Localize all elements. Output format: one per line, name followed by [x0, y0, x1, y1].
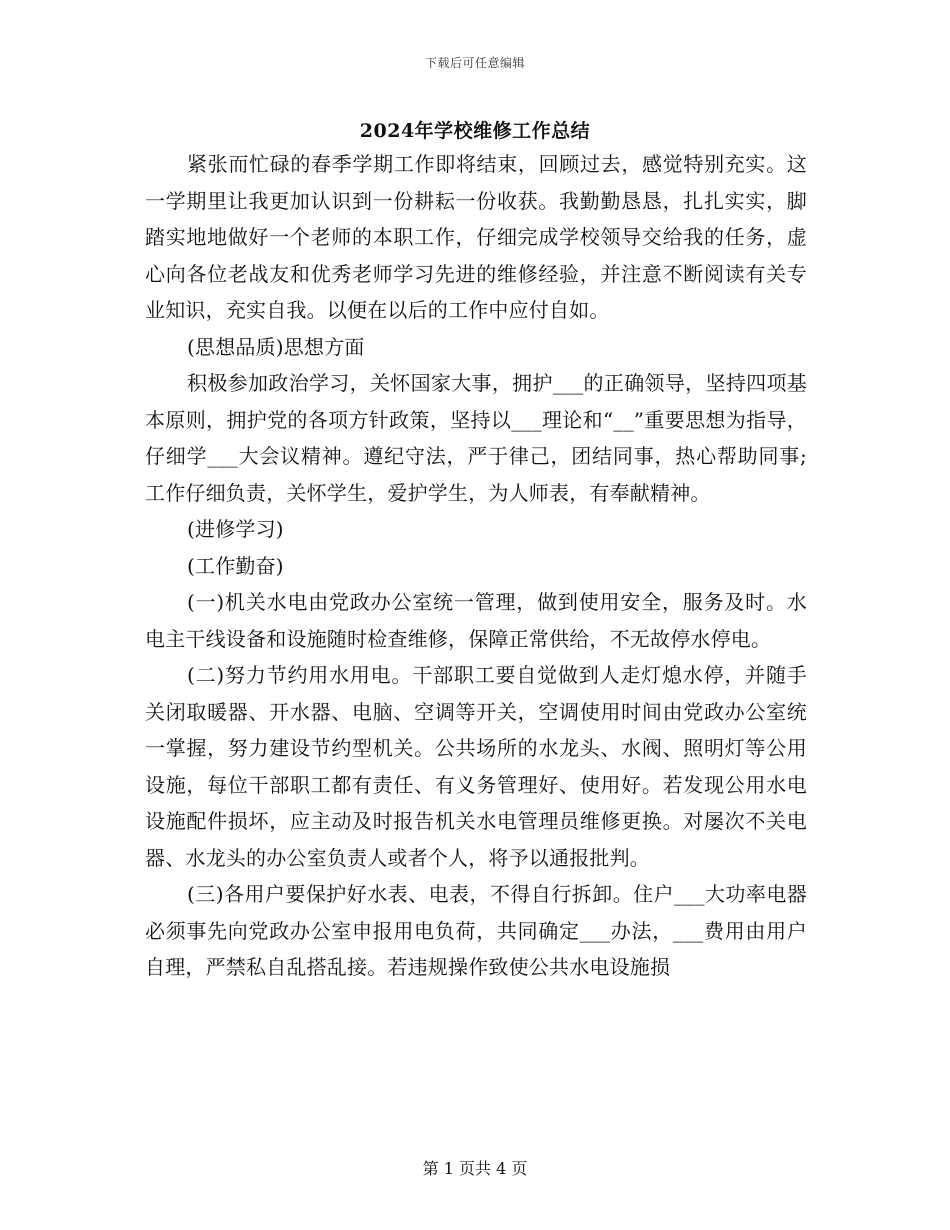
paragraph-item-2: (二)努力节约用水用电。干部职工要自觉做到人走灯熄水停，并随手关闭取暖器、开水器、电脑、空调等开关，空调使用时间由党政办公室统一掌握，努力建设节约型机关。公共场所的水龙头、水阀、照明灯等公用设施，每位干部职工都有责任、有义务管理好、使用好。若发现公用水电设施配件损坏，应主动及时报告机关水电管理员维修更换。对屡次不关电器、水龙头的办公室负责人或者个人，将予以通报批判。 [145, 663, 807, 870]
header-note: 下载后可任意编辑 [424, 56, 525, 70]
paragraph-heading-thought: (思想品质)思想方面 [187, 334, 365, 359]
paragraph-thought: 积极参加政治学习，关怀国家大事，拥护___的正确领导，坚持四项基本原则，拥护党的各项方针政策，坚持以___理论和“__”重要思想为指导，仔细学___大会议精神。遵纪守法，严于律己，团结同事，热心帮助同事;工作仔细负责，关怀学生，爱护学生，为人师表，有奉献精神。 [145, 371, 807, 505]
paragraph-item-3: (三)各用户要保护好水表、电表，不得自行拆卸。住户___大功率电器必须事先向党政办公室申报用电负荷，共同确定___办法，___费用由用户自理，严禁私自乱搭乱接。若违规操作致使公共水电设施损 [145, 882, 807, 979]
document-body [145, 146, 807, 986]
document-title: 2024年学校维修工作总结 [359, 120, 591, 142]
paragraph-heading-study: (进修学习) [187, 517, 284, 541]
paragraph-item-1: (一)机关水电由党政办公室统一管理，做到使用安全，服务及时。水电主干线设备和设施随时检查维修，保障正常供给，不无故停水停电。 [145, 590, 807, 651]
paragraph-intro: 紧张而忙碌的春季学期工作即将结束，回顾过去，感觉特别充实。这一学期里让我更加认识到一份耕耘一份收获。我勤勤恳恳，扎扎实实，脚踏实地地做好一个老师的本职工作，仔细完成学校领导交给我的任务，虚心向各位老战友和优秀老师学习先进的维修经验，并注意不断阅读有关专业知识，充实自我。以便在以后的工作中应付自如。 [145, 152, 807, 322]
paragraph-heading-work: (工作勤奋) [187, 553, 284, 578]
page-indicator: 第 1 页共 4 页 [422, 1159, 528, 1178]
